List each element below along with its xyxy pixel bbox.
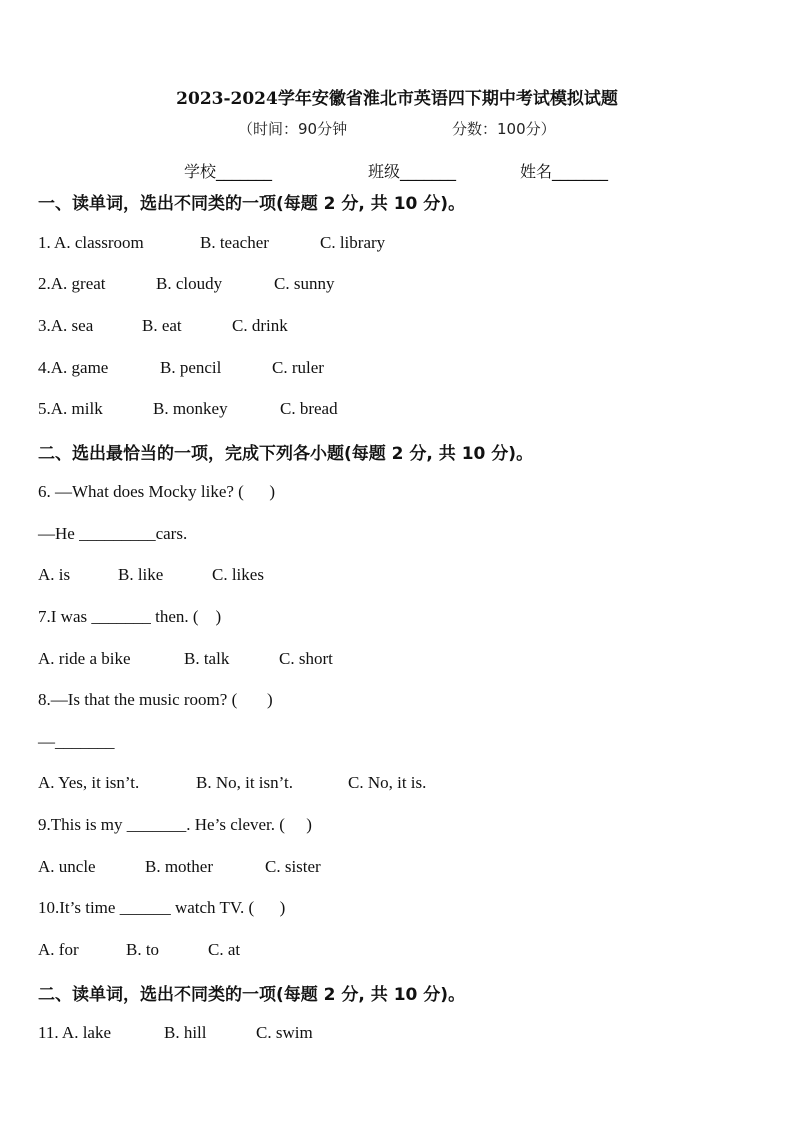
q9-option-a[interactable]: A. uncle <box>38 857 96 876</box>
section-3-heading: 二、读单词，选出不同类的一项(每题 2 分, 共 10 分)。 <box>38 985 466 1005</box>
q1-option-c[interactable]: C. library <box>320 233 386 252</box>
section-2-heading: 二、选出最恰当的一项，完成下列各小题(每题 2 分, 共 10 分)。 <box>38 444 534 464</box>
q8-option-c[interactable]: C. No, it is. <box>348 773 427 792</box>
q8-option-a[interactable]: A. Yes, it isn’t. <box>38 773 140 792</box>
q4-option-a[interactable]: 4.A. game <box>38 358 109 377</box>
question-1 <box>38 233 386 257</box>
exam-score: 分数：100分） <box>452 120 556 138</box>
q1-option-a[interactable]: 1. A. classroom <box>38 233 144 252</box>
q3-option-c[interactable]: C. drink <box>232 316 288 335</box>
name-field[interactable]: 姓名_______ <box>520 162 609 181</box>
q11-option-a[interactable]: 11. A. lake <box>38 1023 112 1042</box>
q5-option-a[interactable]: 5.A. milk <box>38 399 103 418</box>
q5-option-b[interactable]: B. monkey <box>153 399 228 418</box>
q3-option-b[interactable]: B. eat <box>142 316 182 335</box>
q2-option-b[interactable]: B. cloudy <box>156 274 223 293</box>
q4-option-b[interactable]: B. pencil <box>160 358 222 377</box>
q9-option-b[interactable]: B. mother <box>145 857 213 876</box>
q1-option-b[interactable]: B. teacher <box>200 233 269 252</box>
school-field[interactable]: 学校_______ <box>184 162 273 181</box>
q6-option-a[interactable]: A. is <box>38 565 71 584</box>
section-1-heading: 一、读单词，选出不同类的一项(每题 2 分, 共 10 分)。 <box>38 194 466 214</box>
q6-option-c[interactable]: C. likes <box>212 565 264 584</box>
question-10-options <box>38 940 241 964</box>
q7-stem: 7.I was _______ then. ( ) <box>38 607 222 626</box>
class-field[interactable]: 班级_______ <box>368 162 457 181</box>
question-2 <box>38 274 335 298</box>
q2-option-a[interactable]: 2.A. great <box>38 274 106 293</box>
q4-option-c[interactable]: C. ruler <box>272 358 324 377</box>
q8-reply: —_______ <box>38 732 115 751</box>
q10-option-b[interactable]: B. to <box>126 940 160 959</box>
question-7-options <box>38 649 333 673</box>
question-11 <box>38 1023 313 1047</box>
q6-option-b[interactable]: B. like <box>118 565 164 584</box>
q11-option-c[interactable]: C. swim <box>256 1023 313 1042</box>
q7-option-a[interactable]: A. ride a bike <box>38 649 131 668</box>
question-4 <box>38 358 324 382</box>
q10-option-c[interactable]: C. at <box>208 940 241 959</box>
q6-stem: 6. —What does Mocky like? ( ) <box>38 482 275 501</box>
q6-reply: —He _________cars. <box>38 524 188 543</box>
question-8-options <box>38 773 427 797</box>
exam-time: （时间：90分钟 <box>238 120 348 138</box>
exam-title: 2023-2024学年安徽省淮北市英语四下期中考试模拟试题 <box>176 89 618 109</box>
q8-stem: 8.—Is that the music room? ( ) <box>38 690 273 709</box>
q5-option-c[interactable]: C. bread <box>280 399 338 418</box>
q2-option-c[interactable]: C. sunny <box>274 274 335 293</box>
question-5 <box>38 399 338 423</box>
q11-option-b[interactable]: B. hill <box>164 1023 207 1042</box>
question-3 <box>38 316 288 340</box>
q7-option-b[interactable]: B. talk <box>184 649 230 668</box>
q7-option-c[interactable]: C. short <box>279 649 333 668</box>
q8-option-b[interactable]: B. No, it isn’t. <box>196 773 293 792</box>
q10-option-a[interactable]: A. for <box>38 940 79 959</box>
q3-option-a[interactable]: 3.A. sea <box>38 316 94 335</box>
q10-stem: 10.It’s time ______ watch TV. ( ) <box>38 898 286 917</box>
q9-option-c[interactable]: C. sister <box>265 857 321 876</box>
q9-stem: 9.This is my _______. He’s clever. ( ) <box>38 815 312 834</box>
question-9-options <box>38 857 321 881</box>
question-6-options <box>38 565 264 589</box>
